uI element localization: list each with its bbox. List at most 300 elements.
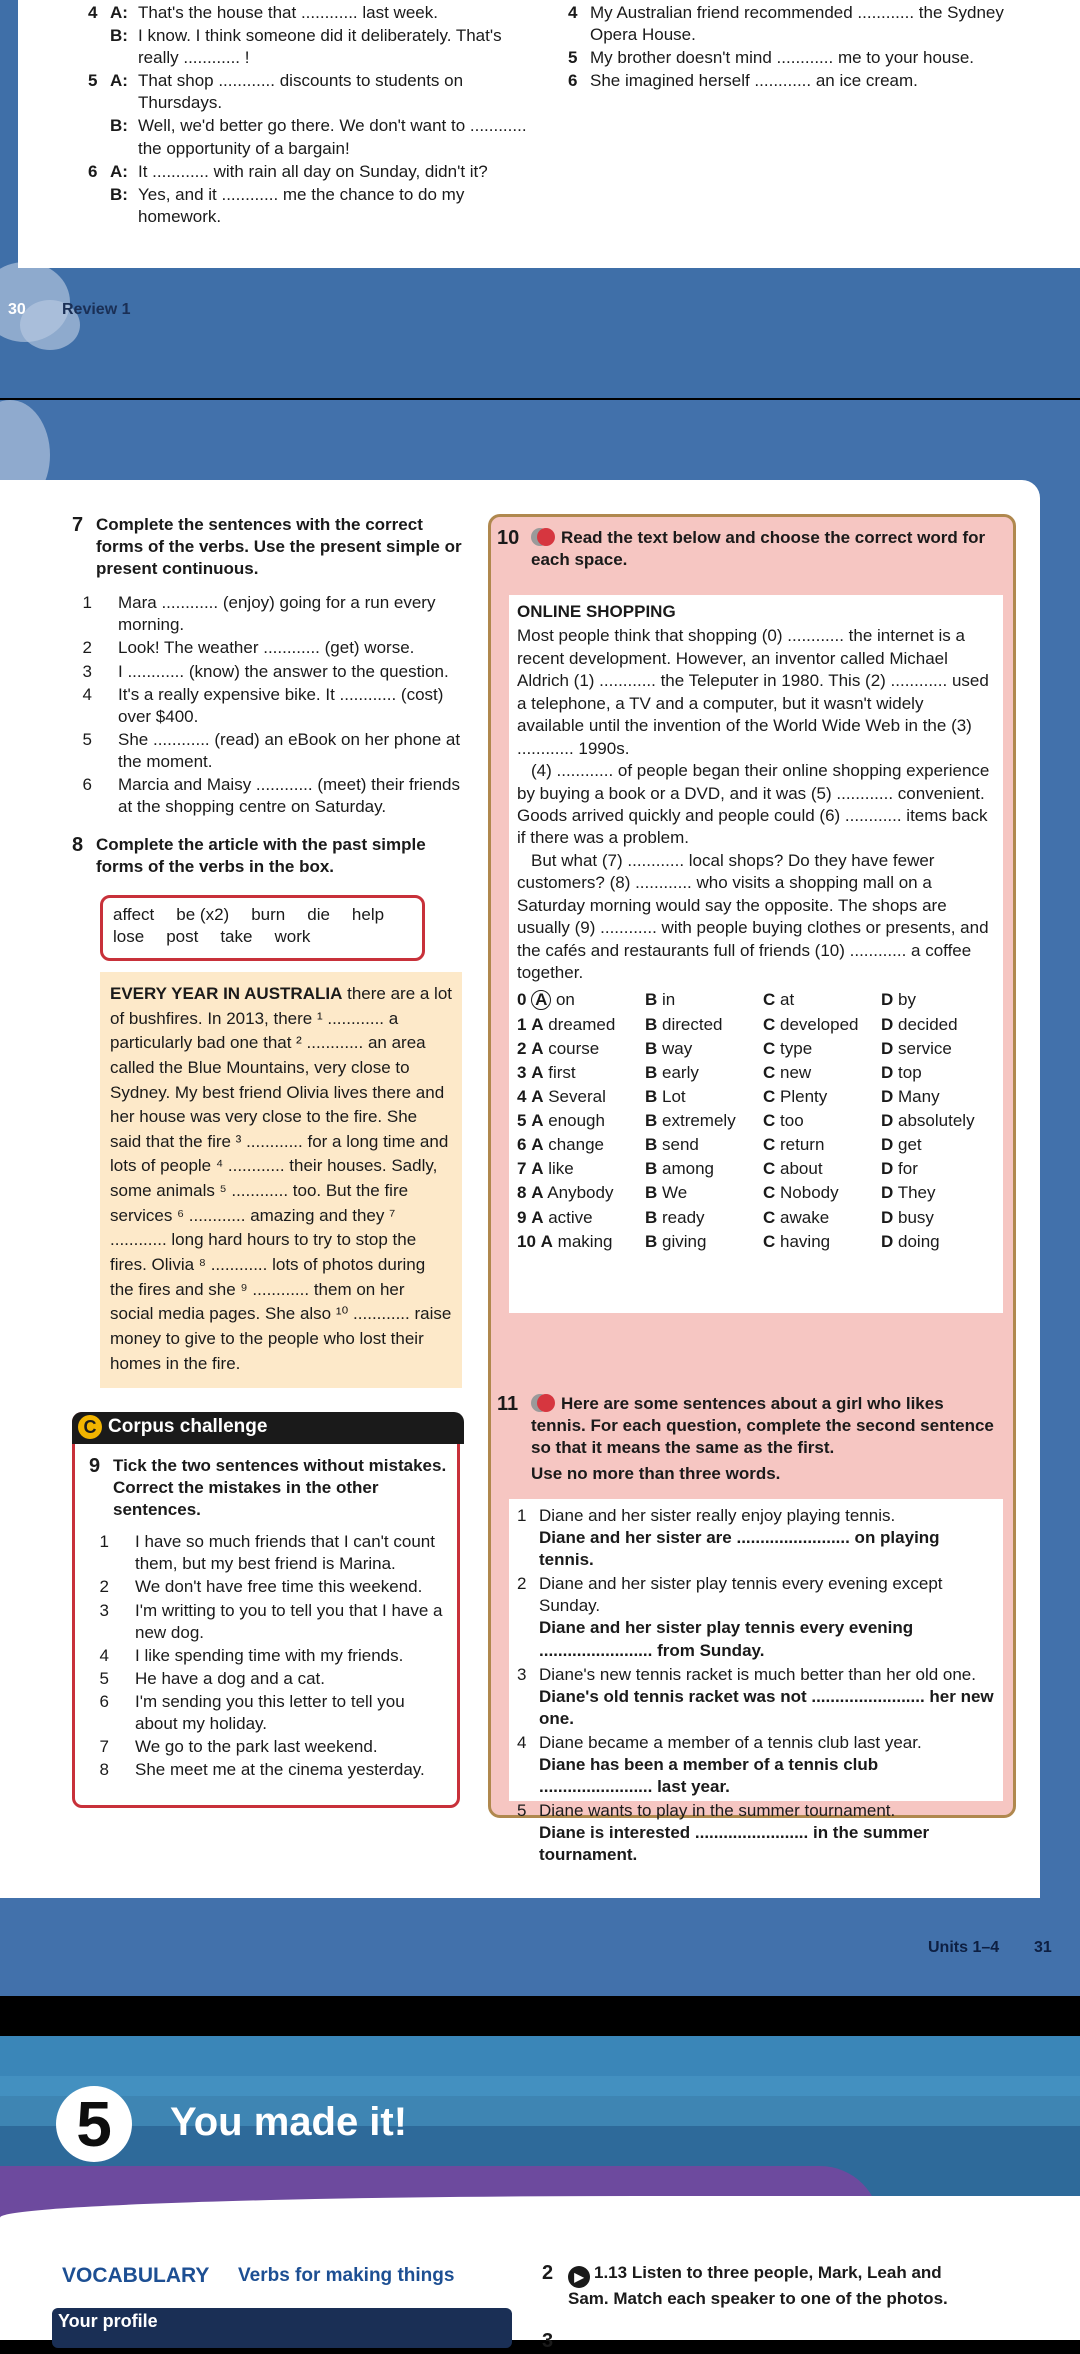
dialogue-line xyxy=(68,70,538,114)
option-text: too xyxy=(780,1111,804,1131)
dialogue-line xyxy=(68,25,538,69)
page-30 xyxy=(0,0,1080,398)
your-profile-box: Your profile xyxy=(52,2308,512,2348)
transformation-item xyxy=(517,1664,995,1730)
option-letter: C xyxy=(763,1231,776,1251)
option-text: absolutely xyxy=(898,1111,975,1131)
item-number: 6 xyxy=(99,1691,109,1711)
item-text: We don't have free time this weekend. xyxy=(135,1577,423,1597)
option-letter: D xyxy=(881,1111,894,1131)
option-text: service xyxy=(898,1038,952,1058)
transformation-item xyxy=(517,1573,995,1661)
word-box-word: lose xyxy=(113,927,145,947)
option-letter: D xyxy=(881,990,894,1010)
exam-practice-panel xyxy=(488,514,1016,1865)
option-text: return xyxy=(780,1135,825,1155)
option-text: awake xyxy=(780,1207,830,1227)
option-row xyxy=(517,988,995,1012)
page-32 xyxy=(0,2036,1080,2352)
option-letter: C xyxy=(763,990,776,1010)
option-d[interactable] xyxy=(881,1133,1011,1157)
option-text: early xyxy=(662,1062,699,1082)
list-item xyxy=(89,1576,449,1598)
rewritten-sentence: Diane and her sister play tennis every evening ........................ from Sunday. xyxy=(539,1618,914,1660)
option-text: developed xyxy=(780,1014,859,1034)
dialogue-line xyxy=(68,161,538,183)
list-item xyxy=(89,1691,449,1735)
option-letter: A xyxy=(531,1111,544,1131)
word-box-word: help xyxy=(351,905,385,924)
audio-play-icon[interactable]: ▶ xyxy=(568,2266,590,2288)
exercise-number: 9 xyxy=(89,1455,101,1477)
rewritten-sentence: Diane and her sister are ........................ on playing tennis. xyxy=(539,1528,940,1570)
option-text: among xyxy=(662,1159,714,1179)
item-number: 1 xyxy=(517,1506,527,1525)
exercise-7 xyxy=(72,514,472,819)
option-b[interactable] xyxy=(645,1037,763,1061)
exercise-7-instruction: 7 Complete the sentences with the correct forms of the verbs. Use the present simple or present continuous. xyxy=(72,514,462,579)
speaker-label: B: xyxy=(110,184,128,204)
option-text: Anybody xyxy=(547,1183,614,1203)
item-number: 2 xyxy=(517,1574,527,1594)
option-letter: D xyxy=(881,1159,894,1179)
exercise-number: 10 xyxy=(497,527,520,549)
question-number: 2 xyxy=(517,1038,527,1058)
exercise-number: 7 xyxy=(72,514,84,536)
question-number: 5 xyxy=(517,1111,527,1131)
transformation-item xyxy=(517,1732,995,1798)
option-text: about xyxy=(780,1159,823,1179)
track-number: 1.13 xyxy=(594,2263,628,2282)
option-text: new xyxy=(780,1062,812,1082)
option-text: Many xyxy=(898,1086,940,1106)
option-c[interactable] xyxy=(763,1133,881,1157)
option-letter: A xyxy=(531,1183,544,1203)
dialogue-line xyxy=(68,184,538,228)
option-text: course xyxy=(548,1038,600,1058)
article-body: there are a lot of bushfires. In 2013, there ¹ ............ a particularly bad one that ² ............ an area called the Blue Mountains, very close to Sydney. My best friend Olivia lives there and her house was very close to the fire. She said that the fire ³ ............ for a long time and lots of people ⁴ ............ their houses. Sadly, some animals ⁵ ............ too. But the fire services ⁶ ............ amazing and they ⁷ ............ long hard hours to try to stop the fires. Olivia ⁸ ............ lots of photos during the fires and she ⁹ ............ them on her social media pages. She also ¹⁰ ............ raise money to give to the people who lost their homes in the fire. xyxy=(110,984,453,1373)
exercise-number: 11 xyxy=(497,1393,519,1415)
item-text: We go to the park last weekend. xyxy=(135,1737,378,1757)
option-row xyxy=(517,1157,995,1181)
item-number: 4 xyxy=(517,1732,527,1752)
option-letter: A xyxy=(531,990,551,1010)
sentence-text: My brother doesn't mind ............ me to your house. xyxy=(590,48,975,68)
exercise-7-items xyxy=(72,592,472,818)
option-b[interactable] xyxy=(645,1013,763,1037)
option-row xyxy=(517,1085,995,1109)
rewritten-sentence: Diane is interested ........................ in the summer tournament. xyxy=(539,1823,930,1865)
item-number: 6 xyxy=(82,775,92,795)
option-c[interactable] xyxy=(763,1037,881,1061)
option-text: active xyxy=(548,1207,593,1227)
exercise-number: 8 xyxy=(72,834,84,856)
corpus-logo-icon: C xyxy=(78,1415,102,1439)
option-c[interactable] xyxy=(763,1181,881,1205)
option-letter: D xyxy=(881,1183,894,1203)
list-item xyxy=(72,684,472,728)
option-text: Lot xyxy=(662,1086,686,1106)
option-a[interactable] xyxy=(517,1109,645,1133)
option-d[interactable] xyxy=(881,1085,1011,1109)
item-text: I'm writting to you to tell you that I have a new dog. xyxy=(135,1600,443,1642)
item-text: He have a dog and a cat. xyxy=(135,1668,325,1688)
original-sentence: Diane became a member of a tennis club last year. xyxy=(539,1732,922,1752)
question-number: 8 xyxy=(517,1183,527,1203)
page-31 xyxy=(0,400,1080,1996)
exercise-9-instruction: 9 Tick the two sentences without mistakes. Correct the mistakes in the other sentences. xyxy=(89,1455,447,1520)
option-a[interactable] xyxy=(517,1206,645,1230)
bushfire-article xyxy=(100,972,462,1388)
dialogue-text: That shop ............ discounts to students on Thursdays. xyxy=(138,71,464,113)
option-letter: A xyxy=(531,1014,544,1034)
list-item xyxy=(72,637,472,659)
option-text: directed xyxy=(662,1014,723,1034)
word-box-word: work xyxy=(274,927,311,947)
footer-units: Units 1–4 xyxy=(928,1939,1000,1956)
option-text: on xyxy=(555,990,575,1010)
option-b[interactable] xyxy=(645,1109,763,1133)
option-text: enough xyxy=(548,1111,605,1131)
list-item xyxy=(89,1600,449,1644)
article-lead: EVERY YEAR IN AUSTRALIA xyxy=(110,984,343,1003)
option-row xyxy=(517,1133,995,1157)
option-b[interactable] xyxy=(645,1133,763,1157)
word-box xyxy=(100,895,425,961)
option-d[interactable] xyxy=(881,1037,1011,1061)
corpus-challenge-box xyxy=(72,1412,460,1808)
question-number: 1 xyxy=(517,1014,527,1034)
option-text: first xyxy=(548,1062,576,1082)
option-letter: D xyxy=(881,1014,894,1034)
option-row xyxy=(517,1109,995,1133)
option-d[interactable] xyxy=(881,1061,1011,1085)
option-letter: C xyxy=(763,1135,776,1155)
option-letter: D xyxy=(881,1231,894,1251)
dialogue-text: Yes, and it ............ me the chance to do my homework. xyxy=(138,184,465,226)
option-row xyxy=(517,1206,995,1230)
exercise-11-instruction: 11 Here are some sentences about a girl who likes tennis. For each question, complete the second sentence so that it means the same as the first. Use no more than three words. xyxy=(497,1393,997,1485)
option-letter: C xyxy=(763,1086,776,1106)
text-paragraph: But what (7) ............ local shops? Do they have fewer customers? (8) ............ who visits a shopping mall on a Saturday morning would say the opposite. The shops are usually (9) ............ with people buying clothes or presents, and the cafés and restaurants full of friends (10) ............ a coffee together. xyxy=(517,850,989,982)
option-b[interactable] xyxy=(645,1061,763,1085)
question-number: 9 xyxy=(517,1207,527,1227)
option-text: Plenty xyxy=(780,1086,828,1106)
item-number: 3 xyxy=(82,661,92,681)
option-b[interactable] xyxy=(645,1085,763,1109)
option-d[interactable] xyxy=(881,988,1011,1012)
list-item xyxy=(72,729,472,773)
option-letter: A xyxy=(531,1207,544,1227)
option-letter: C xyxy=(763,1183,776,1203)
question-number: 10 xyxy=(517,1231,536,1251)
option-text: way xyxy=(662,1038,693,1058)
dialogue-text: I know. I think someone did it deliberately. That's really ............ ! xyxy=(138,26,502,68)
option-letter: B xyxy=(645,1086,658,1106)
option-a[interactable] xyxy=(517,1061,645,1085)
option-letter: B xyxy=(645,990,658,1010)
option-d[interactable] xyxy=(881,1109,1011,1133)
text-paragraph: (4) ............ of people began their online shopping experience by buying a book or a DVD, and it was (5) ............ convenient. Goods arrived quickly and people could (6) ............ items back if there was a problem. xyxy=(517,761,990,848)
exam-task-icon xyxy=(537,1394,555,1412)
option-text: dreamed xyxy=(548,1014,616,1034)
option-a[interactable] xyxy=(517,1013,645,1037)
word-box-word: take xyxy=(220,927,253,947)
question-number: 3 xyxy=(517,1062,527,1082)
option-text: doing xyxy=(898,1231,940,1251)
speaker-label: B: xyxy=(110,26,128,46)
sentence-item xyxy=(568,47,1048,69)
transformation-item xyxy=(517,1800,995,1866)
option-text: giving xyxy=(662,1231,707,1251)
rewritten-sentence: Diane has been a member of a tennis club ........................ last year. xyxy=(539,1755,879,1797)
exercise-number: 3 xyxy=(542,2330,554,2352)
option-c[interactable] xyxy=(763,1013,881,1037)
item-number: 6 xyxy=(88,161,98,181)
list-item xyxy=(89,1668,449,1690)
item-number: 5 xyxy=(82,729,92,749)
corpus-title: Corpus challenge xyxy=(108,1416,268,1437)
option-letter: B xyxy=(645,1111,658,1131)
unit-title: You made it! xyxy=(170,2100,408,2144)
item-number: 1 xyxy=(99,1532,109,1552)
option-letter: D xyxy=(881,1062,894,1082)
original-sentence: Diane wants to play in the summer tournament. xyxy=(539,1801,896,1821)
sentence-text: She imagined herself ............ an ice cream. xyxy=(590,71,918,91)
option-a[interactable] xyxy=(517,1133,645,1157)
option-d[interactable] xyxy=(881,1157,1011,1181)
sentence-text: My Australian friend recommended ............ the Sydney Opera House. xyxy=(590,3,1004,45)
text-paragraph: Most people think that shopping (0) ............ the internet is a recent development. However, an inventor called Michael Aldrich (1) ............ the Teleputer in 1980. This (2) ............ used a telephone, a TV and a computer, but it wasn't widely available until the invention of the World Wide Web in the (3) ............ 1990s. xyxy=(517,626,989,758)
option-a[interactable] xyxy=(517,1157,645,1181)
option-c[interactable] xyxy=(763,1061,881,1085)
option-b[interactable] xyxy=(645,1206,763,1230)
option-text: top xyxy=(898,1062,922,1082)
item-text: She ............ (read) an eBook on her phone at the moment. xyxy=(118,729,461,771)
review-right-column xyxy=(568,2,1048,93)
exercise-11-note: Use no more than three words. xyxy=(531,1464,781,1484)
option-letter: A xyxy=(531,1086,544,1106)
option-text: We xyxy=(662,1183,688,1203)
option-c[interactable] xyxy=(763,1206,881,1230)
speaker-label: A: xyxy=(110,161,128,181)
answer-options xyxy=(517,988,995,1253)
question-number: 4 xyxy=(517,1086,527,1106)
dialogue-line xyxy=(68,115,538,159)
option-text: send xyxy=(662,1135,699,1155)
exercise-8 xyxy=(72,834,472,878)
list-item xyxy=(72,774,472,818)
option-letter: B xyxy=(645,1183,658,1203)
option-letter: B xyxy=(645,1038,658,1058)
option-text: at xyxy=(780,990,795,1010)
option-row xyxy=(517,1181,995,1205)
option-b[interactable] xyxy=(645,1230,763,1254)
option-letter: B xyxy=(645,1135,658,1155)
list-item xyxy=(89,1759,449,1781)
option-row xyxy=(517,1230,995,1254)
option-d[interactable] xyxy=(881,1181,1011,1205)
option-c[interactable] xyxy=(763,988,881,1012)
item-text: I ............ (know) the answer to the question. xyxy=(118,661,449,681)
option-row xyxy=(517,1037,995,1061)
exercise-2: 2 ▶ 1.13 Listen to three people, Mark, Leah and Sam. Match each speaker to one of the photos. xyxy=(542,2262,948,2308)
dialogue-text: Well, we'd better go there. We don't want to ............ the opportunity of a bargain! xyxy=(138,116,527,158)
option-text: making xyxy=(557,1231,613,1251)
option-letter: D xyxy=(881,1207,894,1227)
option-text: busy xyxy=(898,1207,934,1227)
option-text: decided xyxy=(898,1014,958,1034)
vocabulary-subheading: Verbs for making things xyxy=(238,2265,455,2286)
option-b[interactable] xyxy=(645,988,763,1012)
item-number: 3 xyxy=(99,1600,109,1620)
option-letter: C xyxy=(763,1159,776,1179)
question-number: 6 xyxy=(517,1135,527,1155)
exam-task-icon xyxy=(537,528,555,546)
option-row xyxy=(517,1061,995,1085)
original-sentence: Diane and her sister really enjoy playing tennis. xyxy=(539,1506,896,1525)
exercise-9 xyxy=(89,1455,449,1782)
option-letter: B xyxy=(645,1207,658,1227)
item-number: 4 xyxy=(82,684,92,704)
option-d[interactable] xyxy=(881,1230,1011,1254)
item-number: 4 xyxy=(88,3,98,22)
item-number: 4 xyxy=(568,3,578,22)
item-text: I have so much friends that I can't count them, but my best friend is Marina. xyxy=(135,1532,435,1574)
exercise-10-instruction: 10 Read the text below and choose the correct word for each space. xyxy=(497,527,986,570)
item-number: 5 xyxy=(517,1801,527,1821)
option-text: ready xyxy=(662,1207,705,1227)
item-number: 5 xyxy=(568,48,578,68)
item-text: I like spending time with my friends. xyxy=(135,1645,404,1665)
vocabulary-heading: VOCABULARY xyxy=(62,2264,210,2287)
option-letter: D xyxy=(881,1135,894,1155)
sentence-item xyxy=(568,70,1048,92)
sentence-item xyxy=(568,2,1048,46)
item-number: 8 xyxy=(99,1760,109,1780)
rewritten-sentence: Diane's old tennis racket was not ........................ her new one. xyxy=(539,1686,994,1728)
option-b[interactable] xyxy=(645,1157,763,1181)
option-text: change xyxy=(548,1135,604,1155)
option-a[interactable] xyxy=(517,988,645,1012)
page-number: 31 xyxy=(1034,1939,1052,1956)
option-letter: B xyxy=(645,1062,658,1082)
text-title: ONLINE SHOPPING xyxy=(517,602,676,621)
exercise-11-sentences xyxy=(509,1499,1003,1865)
item-number: 4 xyxy=(99,1645,109,1665)
option-a[interactable] xyxy=(517,1085,645,1109)
option-d[interactable] xyxy=(881,1206,1011,1230)
exercise-number: 2 xyxy=(542,2262,554,2284)
item-number: 3 xyxy=(517,1664,527,1684)
item-text: Look! The weather ............ (get) worse. xyxy=(118,638,415,658)
item-text: Mara ............ (enjoy) going for a run every morning. xyxy=(118,593,436,635)
item-number: 1 xyxy=(82,593,92,613)
speaker-label: A: xyxy=(110,3,128,22)
original-sentence: Diane and her sister play tennis every evening except Sunday. xyxy=(539,1574,943,1616)
list-item xyxy=(72,592,472,636)
option-letter: A xyxy=(531,1135,544,1155)
banner-texture xyxy=(0,2076,1080,2126)
option-letter: B xyxy=(645,1014,658,1034)
option-d[interactable] xyxy=(881,1013,1011,1037)
list-item xyxy=(89,1531,449,1575)
option-text: get xyxy=(898,1135,922,1155)
item-text: It's a really expensive bike. It ............ (cost) over $400. xyxy=(118,684,444,726)
option-c[interactable] xyxy=(763,1230,881,1254)
option-b[interactable] xyxy=(645,1181,763,1205)
item-number: 7 xyxy=(99,1737,109,1757)
option-letter: A xyxy=(531,1062,544,1082)
item-text: I'm sending you this letter to tell you about my holiday. xyxy=(135,1691,405,1734)
list-item xyxy=(72,661,472,683)
item-text: Marcia and Maisy ............ (meet) their friends at the shopping centre on Saturday. xyxy=(118,775,460,817)
item-text: She meet me at the cinema yesterday. xyxy=(135,1760,425,1780)
word-box-word: be (x2) xyxy=(176,905,230,924)
section-label: Review 1 xyxy=(62,301,131,318)
option-letter: C xyxy=(763,1014,776,1034)
item-number: 5 xyxy=(99,1668,109,1688)
option-letter: A xyxy=(540,1231,553,1251)
question-number: 0 xyxy=(517,990,527,1010)
option-text: having xyxy=(780,1231,831,1251)
option-letter: A xyxy=(531,1159,544,1179)
option-text: by xyxy=(898,990,916,1010)
word-box-word: burn xyxy=(251,905,286,924)
question-number: 7 xyxy=(517,1159,527,1179)
option-row xyxy=(517,1013,995,1037)
word-box-word: affect xyxy=(113,905,155,924)
corpus-challenge-banner xyxy=(72,1412,464,1444)
word-box-word: die xyxy=(307,905,330,924)
option-a[interactable] xyxy=(517,1230,645,1254)
dialogue-text: That's the house that ............ last week. xyxy=(138,3,438,22)
speaker-label: A: xyxy=(110,71,128,91)
option-c[interactable] xyxy=(763,1085,881,1109)
option-text: type xyxy=(780,1038,813,1058)
item-number: 5 xyxy=(88,71,98,91)
option-a[interactable] xyxy=(517,1181,645,1205)
option-c[interactable] xyxy=(763,1109,881,1133)
exercise-9-items xyxy=(89,1531,449,1781)
option-letter: D xyxy=(881,1038,894,1058)
original-sentence: Diane's new tennis racket is much better than her old one. xyxy=(539,1664,976,1684)
online-shopping-text xyxy=(509,595,1003,1313)
word-box-row xyxy=(113,926,412,948)
review-left-column xyxy=(68,2,538,229)
list-item xyxy=(89,1645,449,1667)
item-number: 6 xyxy=(568,71,578,91)
option-text: Several xyxy=(548,1086,606,1106)
option-text: in xyxy=(662,990,676,1010)
option-letter: C xyxy=(763,1038,776,1058)
word-box-word: post xyxy=(166,927,199,947)
unit-banner xyxy=(0,2036,1080,2232)
option-text: for xyxy=(898,1159,918,1179)
option-letter: D xyxy=(881,1086,894,1106)
option-a[interactable] xyxy=(517,1037,645,1061)
dialogue-text: It ............ with rain all day on Sunday, didn't it? xyxy=(138,161,488,181)
option-letter: B xyxy=(645,1231,658,1251)
unit-number: 5 xyxy=(56,2086,132,2162)
option-c[interactable] xyxy=(763,1157,881,1181)
option-text: They xyxy=(897,1183,936,1203)
option-letter: C xyxy=(763,1062,776,1082)
option-letter: C xyxy=(763,1207,776,1227)
item-number: 2 xyxy=(82,638,92,658)
option-text: Nobody xyxy=(780,1183,839,1203)
transformation-item xyxy=(517,1505,995,1571)
